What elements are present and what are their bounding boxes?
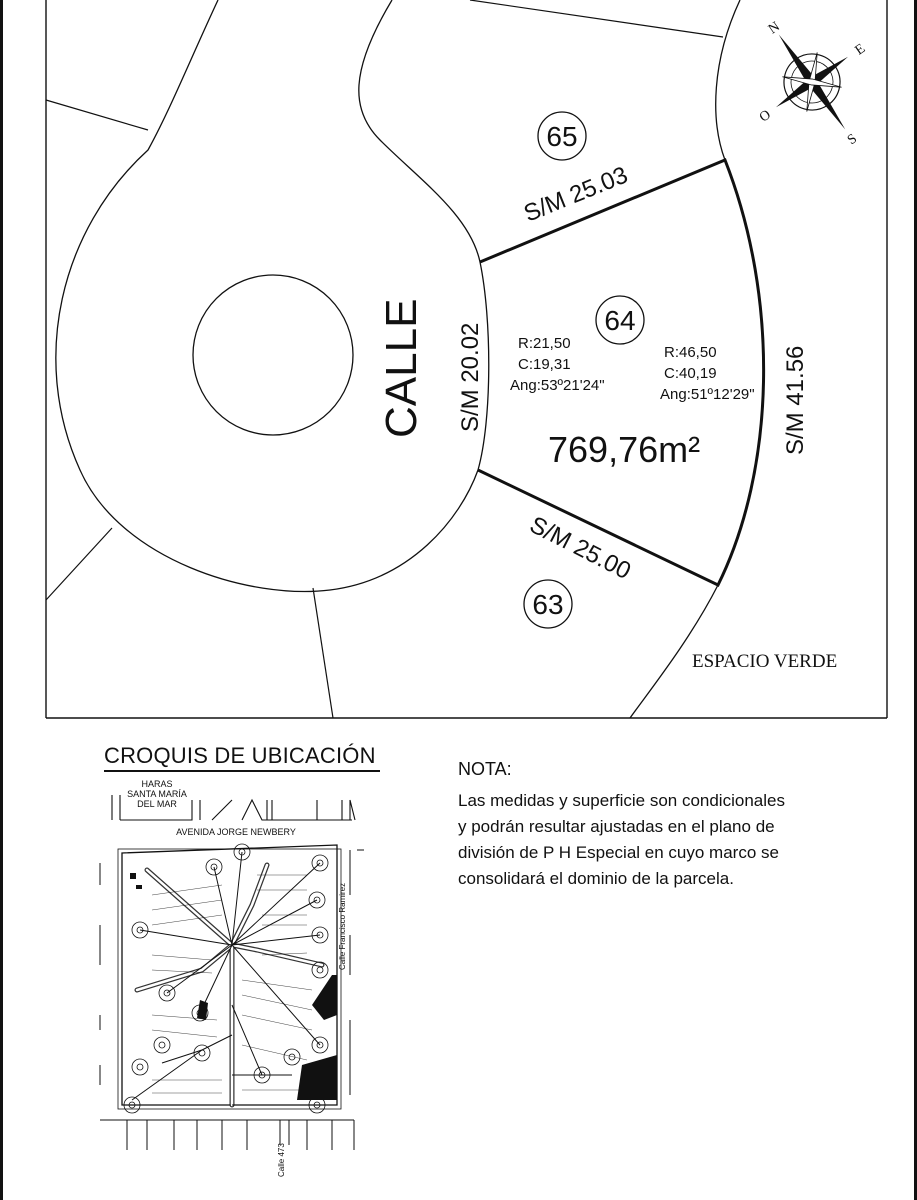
curve-data-inner [510, 335, 605, 394]
roundabout-island [193, 275, 353, 435]
green-space-label: ESPACIO VERDE [692, 651, 838, 672]
svg-text:C:40,19: C:40,19 [664, 365, 717, 382]
svg-text:R:46,50: R:46,50 [664, 344, 717, 361]
lot-line [470, 0, 723, 37]
svg-text:63: 63 [532, 589, 564, 620]
note-line: y podrán resultar ajustadas en el plano de [458, 817, 775, 836]
svg-text:Ang:53º21'24": Ang:53º21'24" [510, 377, 605, 394]
svg-text:SANTA MARÍA: SANTA MARÍA [127, 789, 187, 799]
cul-de-sac-outline [56, 0, 489, 592]
dim-bottom: S/M 25.00 [525, 511, 636, 586]
svg-text:DEL MAR: DEL MAR [137, 799, 177, 809]
entrance-building [130, 873, 136, 879]
street-label: CALLE [377, 298, 426, 438]
lot-65-marker [538, 112, 586, 160]
svg-text:S: S [844, 131, 860, 149]
svg-text:E: E [852, 41, 869, 59]
croquis-title: CROQUIS DE UBICACIÓN [104, 743, 376, 768]
note-line: consolidará el dominio de la parcela. [458, 869, 734, 888]
dim-right: S/M 41.56 [782, 345, 809, 455]
entrance-building [136, 885, 142, 889]
svg-text:Ang:51º12'29": Ang:51º12'29" [660, 386, 755, 403]
green-area [197, 1000, 208, 1020]
lot-area: 769,76m² [548, 429, 701, 470]
note-block [458, 756, 878, 892]
croquis-title-underline [104, 770, 380, 772]
lot-line [46, 528, 112, 600]
svg-text:N: N [765, 19, 783, 38]
haras-label [127, 779, 187, 809]
svg-text:R:21,50: R:21,50 [518, 335, 571, 352]
sketch-cul-de-sacs [124, 844, 328, 1113]
note-line: Las medidas y superficie son condicionales [458, 791, 785, 810]
side-street-label: Calle Francisco Ramirez [338, 882, 347, 970]
svg-text:64: 64 [604, 305, 636, 336]
dim-top: S/M 25.03 [520, 161, 632, 228]
lot-line [46, 100, 148, 130]
lot-64-marker [596, 296, 644, 344]
lot-line [313, 588, 333, 718]
curve-data-outer [660, 344, 755, 403]
green-area [312, 975, 337, 1020]
svg-text:C:19,31: C:19,31 [518, 356, 571, 373]
svg-text:HARAS: HARAS [141, 779, 173, 789]
svg-text:O: O [756, 107, 774, 126]
location-sketch [92, 775, 392, 1185]
svg-text:65: 65 [546, 121, 578, 152]
compass-rose-icon [718, 0, 907, 182]
note-line: división de P H Especial en cuyo marco se [458, 843, 779, 862]
green-area [297, 1055, 337, 1100]
dim-left: S/M 20.02 [457, 322, 484, 432]
note-title: NOTA: [458, 759, 512, 779]
lot-63-marker [524, 580, 572, 628]
bottom-street-label: Calle 473 [277, 1143, 286, 1177]
avenue-label: AVENIDA JORGE NEWBERY [176, 827, 296, 837]
